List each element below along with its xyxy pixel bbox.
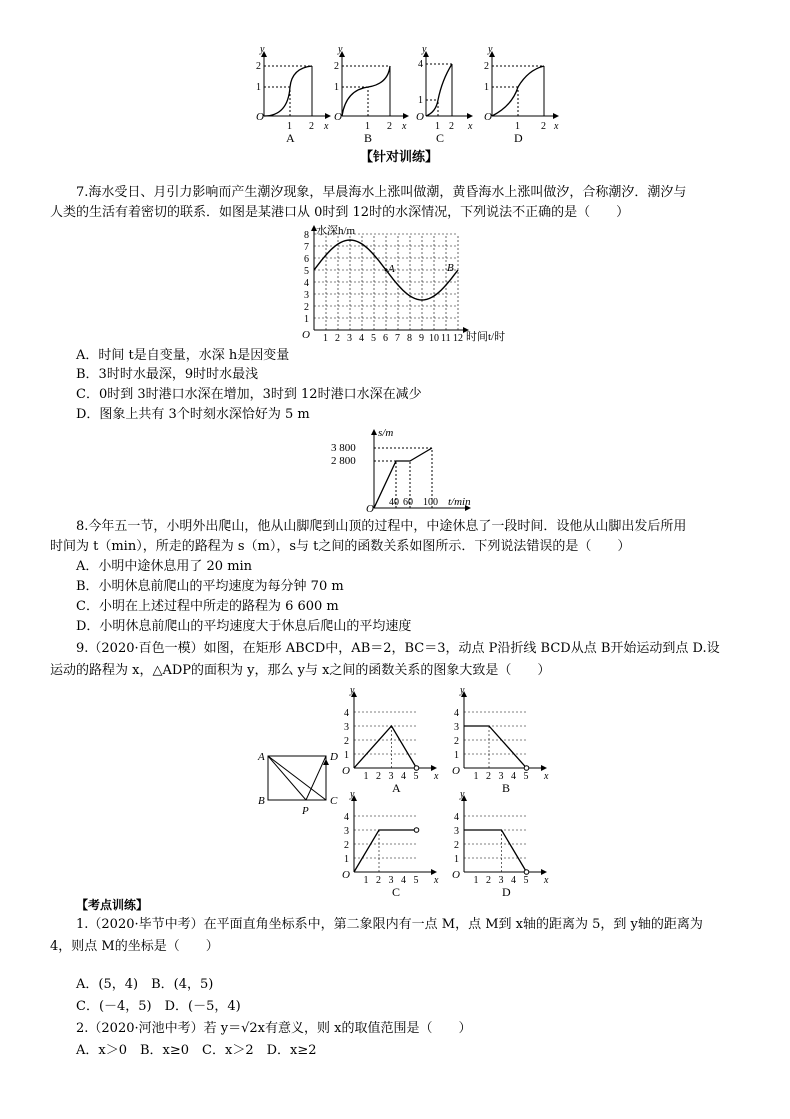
x-tick-label: 3 [347,333,352,344]
option-label-d: D [514,131,523,144]
q9-graph-line [354,726,417,768]
y-tick-label: 4 [304,278,309,289]
y-tick-label: 1 [344,854,349,865]
tick-label: 1 [287,121,292,132]
tick-label: 2 [309,121,314,132]
x-tick-label: 3 [388,771,394,782]
svg-text:O: O [484,111,492,123]
svg-text:B: B [258,795,265,807]
q7-water-depth-chart [300,222,520,348]
x-tick-label: 3 [388,875,394,886]
origin-label: O [342,869,350,881]
q7-option-d: D．图象上共有 3个时刻水深恰好为 5 m [76,407,310,422]
svg-text:1: 1 [365,121,370,132]
y-tick-label: 2 [304,302,309,313]
q9-graph-line [464,830,527,872]
option-label: A [392,781,401,795]
y-axis-label: 水深h/m [316,225,356,237]
y-tick-label: 1 [454,854,459,865]
svg-text:B: B [447,262,454,274]
svg-text:2: 2 [541,121,546,132]
q9-text-2: 运动的路程为 x，△ADP的面积为 y，那么 y与 x之间的函数关系的图象大致是（ ） [50,663,551,678]
svg-text:D: D [330,751,338,763]
top-graph-a [256,44,330,144]
svg-text:40: 40 [389,497,399,508]
svg-text:1: 1 [435,121,440,132]
x-tick-label: 6 [383,333,388,344]
option-label: D [502,885,511,896]
q9-text-1: 9.（2020·百色一模）如图，在矩形 ABCD中，AB＝2，BC＝3，动点 P沿折线 BCD从点 B开始运动到点 D.设 [76,641,720,656]
origin-label: O [302,329,310,341]
tick-label: 3 800 [331,442,356,454]
svg-text:1: 1 [418,95,423,106]
q7-grid [314,234,458,330]
q9-graph-line [464,726,527,768]
svg-text:y: y [350,789,355,800]
y-tick-label: 6 [304,254,309,265]
svg-text:100: 100 [423,497,438,508]
y-tick-label: 8 [304,230,309,241]
x-tick-label: 5 [371,333,376,344]
y-tick-label: 1 [454,750,459,761]
y-tick-label: 1 [344,750,349,761]
svg-text:4: 4 [418,59,423,70]
svg-text:O: O [416,111,424,123]
x-tick-label: 10 [429,333,439,344]
x-tick-label: 7 [395,333,400,344]
q9-graph-line [354,830,417,872]
option-label: C [392,885,401,896]
e2-options: A．x＞0 B．x≥0 C．x＞2 D．x≥2 [76,1043,317,1058]
x-tick-label: 2 [486,771,491,782]
x-tick-label: 4 [511,771,516,782]
q8-option-b: B．小明休息前爬山的平均速度为每分钟 70 m [76,579,344,594]
e1-options-1: A．(5，4) B．(4，5) [76,977,214,992]
origin-label: O [342,765,350,777]
svg-text:x: x [402,121,407,132]
svg-text:t/min: t/min [448,496,471,508]
section-heading-exam: 【考点训练】 [76,898,149,912]
svg-text:P: P [302,805,309,817]
svg-text:60: 60 [403,497,413,508]
q8-text-2: 时间为 t（min），所走的路程为 s（m），s与 t之间的函数关系如图所示．下列说法错误的是（ ） [50,539,631,554]
y-tick-label: 3 [344,722,349,733]
tick-label: 2 800 [331,455,356,467]
x-tick-label: 2 [376,771,381,782]
svg-text:x: x [434,875,439,886]
x-tick-label: 4 [359,333,364,344]
svg-text:x: x [554,121,559,132]
option-label-a: A [286,131,295,144]
x-tick-label: 3 [498,771,504,782]
svg-text:C: C [330,795,338,807]
e1-text-2: 4，则点 M的坐标是（ ） [50,939,219,954]
top-graph-d [478,40,578,144]
top-graph-b [334,44,408,144]
x-tick-label: 2 [335,333,340,344]
svg-text:s/m: s/m [378,427,394,439]
svg-text:x: x [324,121,329,132]
open-endpoint [414,828,419,833]
svg-text:y: y [422,44,427,55]
x-tick-label: 3 [498,875,504,886]
svg-text:A: A [388,263,395,275]
q9-graph-b [452,688,549,795]
x-tick-label: 5 [413,771,419,782]
q7-text-1: 7.海水受日、月引力影响而产生潮汐现象，早晨海水上涨叫做潮，黄昏海水上涨叫做汐，合称潮汐．潮汐与 [76,185,687,200]
option-label-c: C [436,131,445,144]
x-tick-label: 1 [473,875,479,886]
origin-label: O [256,111,264,123]
origin-label: O [452,765,460,777]
q9-rectangle-figure [256,748,346,818]
q7-option-a: A．时间 t是自变量，水深 h是因变量 [76,348,290,363]
y-tick-label: 3 [454,722,459,733]
e1-text-1: 1.（2020·毕节中考）在平面直角坐标系中，第二象限内有一点 M，点 M到 x轴的距离为 5，到 y轴的距离为 [76,917,703,932]
x-axis-label: 时间t/时 [466,331,506,343]
x-tick-label: 4 [401,771,406,782]
option-label-b: B [364,131,373,144]
q9-graph-d [452,789,549,896]
svg-text:y: y [338,44,343,55]
x-tick-label: 1 [473,771,479,782]
x-tick-label: 5 [413,875,419,886]
svg-text:2: 2 [484,61,489,72]
x-tick-label: 5 [523,875,529,886]
svg-text:y: y [460,789,465,800]
x-tick-label: 1 [363,771,369,782]
svg-text:x: x [544,875,549,886]
x-tick-label: 5 [523,771,529,782]
y-tick-label: 3 [344,826,349,837]
q7-option-c: C．0时到 3时港口水深在增加，3时到 12时港口水深在减少 [76,387,422,402]
q8-option-a: A．小明中途休息用了 20 min [76,559,253,574]
x-tick-label: 12 [453,333,463,344]
y-tick-label: 7 [304,242,309,253]
svg-text:O: O [366,503,374,514]
y-tick-label: 4 [454,812,459,823]
q8-option-d: D．小明休息前爬山的平均速度大于休息后爬山的平均速度 [76,619,412,634]
q9-graphs [340,688,570,896]
q7-text-2: 人类的生活有着密切的联系．如图是某港口从 0时到 12时的水深情况，下列说法不正确的是（ ） [50,205,630,220]
svg-text:A: A [258,751,265,763]
tick-label: 1 [256,82,261,93]
e1-options-2: C．(－4，5) D．(－5，4) [76,999,241,1014]
x-tick-label: 8 [407,333,412,344]
section-heading-targeted: 【针对训练】 [360,150,439,165]
y-tick-label: 1 [304,314,309,325]
q8-option-c: C．小明在上述过程中所走的路程为 6 600 m [76,599,339,614]
y-tick-label: 2 [454,840,459,851]
x-tick-label: 1 [363,875,369,886]
q7-option-b: B．3时时水最深，9时时水最浅 [76,367,259,382]
svg-text:y: y [488,44,493,55]
y-tick-label: 2 [344,840,349,851]
svg-text:y: y [260,44,265,55]
open-endpoint [414,766,419,771]
x-tick-label: 11 [441,333,451,344]
svg-text:y: y [460,688,465,696]
q9-graph-a [342,688,439,795]
y-tick-label: 2 [344,736,349,747]
y-tick-label: 3 [304,290,309,301]
top-graphs [250,40,490,144]
svg-text:1: 1 [334,82,339,93]
x-tick-label: 9 [419,333,424,344]
e2-text-1: 2.（2020·河池中考）若 y＝√2x有意义，则 x的取值范围是（ ） [76,1021,472,1036]
svg-text:y: y [350,688,355,696]
open-endpoint [524,766,529,771]
x-tick-label: 1 [323,333,328,344]
svg-text:x: x [434,771,439,782]
option-label: B [502,781,511,795]
x-tick-label: 4 [401,875,406,886]
q8-distance-time-chart [330,426,490,514]
svg-text:1: 1 [484,82,489,93]
y-tick-label: 3 [454,826,459,837]
y-tick-label: 4 [344,708,349,719]
x-tick-label: 2 [486,875,491,886]
svg-text:1: 1 [515,121,520,132]
svg-text:2: 2 [449,121,454,132]
svg-text:2: 2 [387,121,392,132]
x-tick-label: 2 [376,875,381,886]
open-endpoint [524,870,529,875]
svg-text:O: O [334,111,342,123]
svg-text:x: x [544,771,549,782]
tick-label: 2 [256,61,261,72]
q9-graph-c [342,789,439,896]
y-tick-label: 5 [304,266,309,277]
origin-label: O [452,869,460,881]
q8-text-1: 8.今年五一节，小明外出爬山，他从山脚爬到山顶的过程中，中途休息了一段时间．设他从山脚出发后所用 [76,519,687,534]
svg-text:2: 2 [334,61,339,72]
y-tick-label: 4 [344,812,349,823]
y-tick-label: 4 [454,708,459,719]
x-tick-label: 4 [511,875,516,886]
top-graph-c [416,44,473,144]
svg-text:x: x [468,121,473,132]
y-tick-label: 2 [454,736,459,747]
